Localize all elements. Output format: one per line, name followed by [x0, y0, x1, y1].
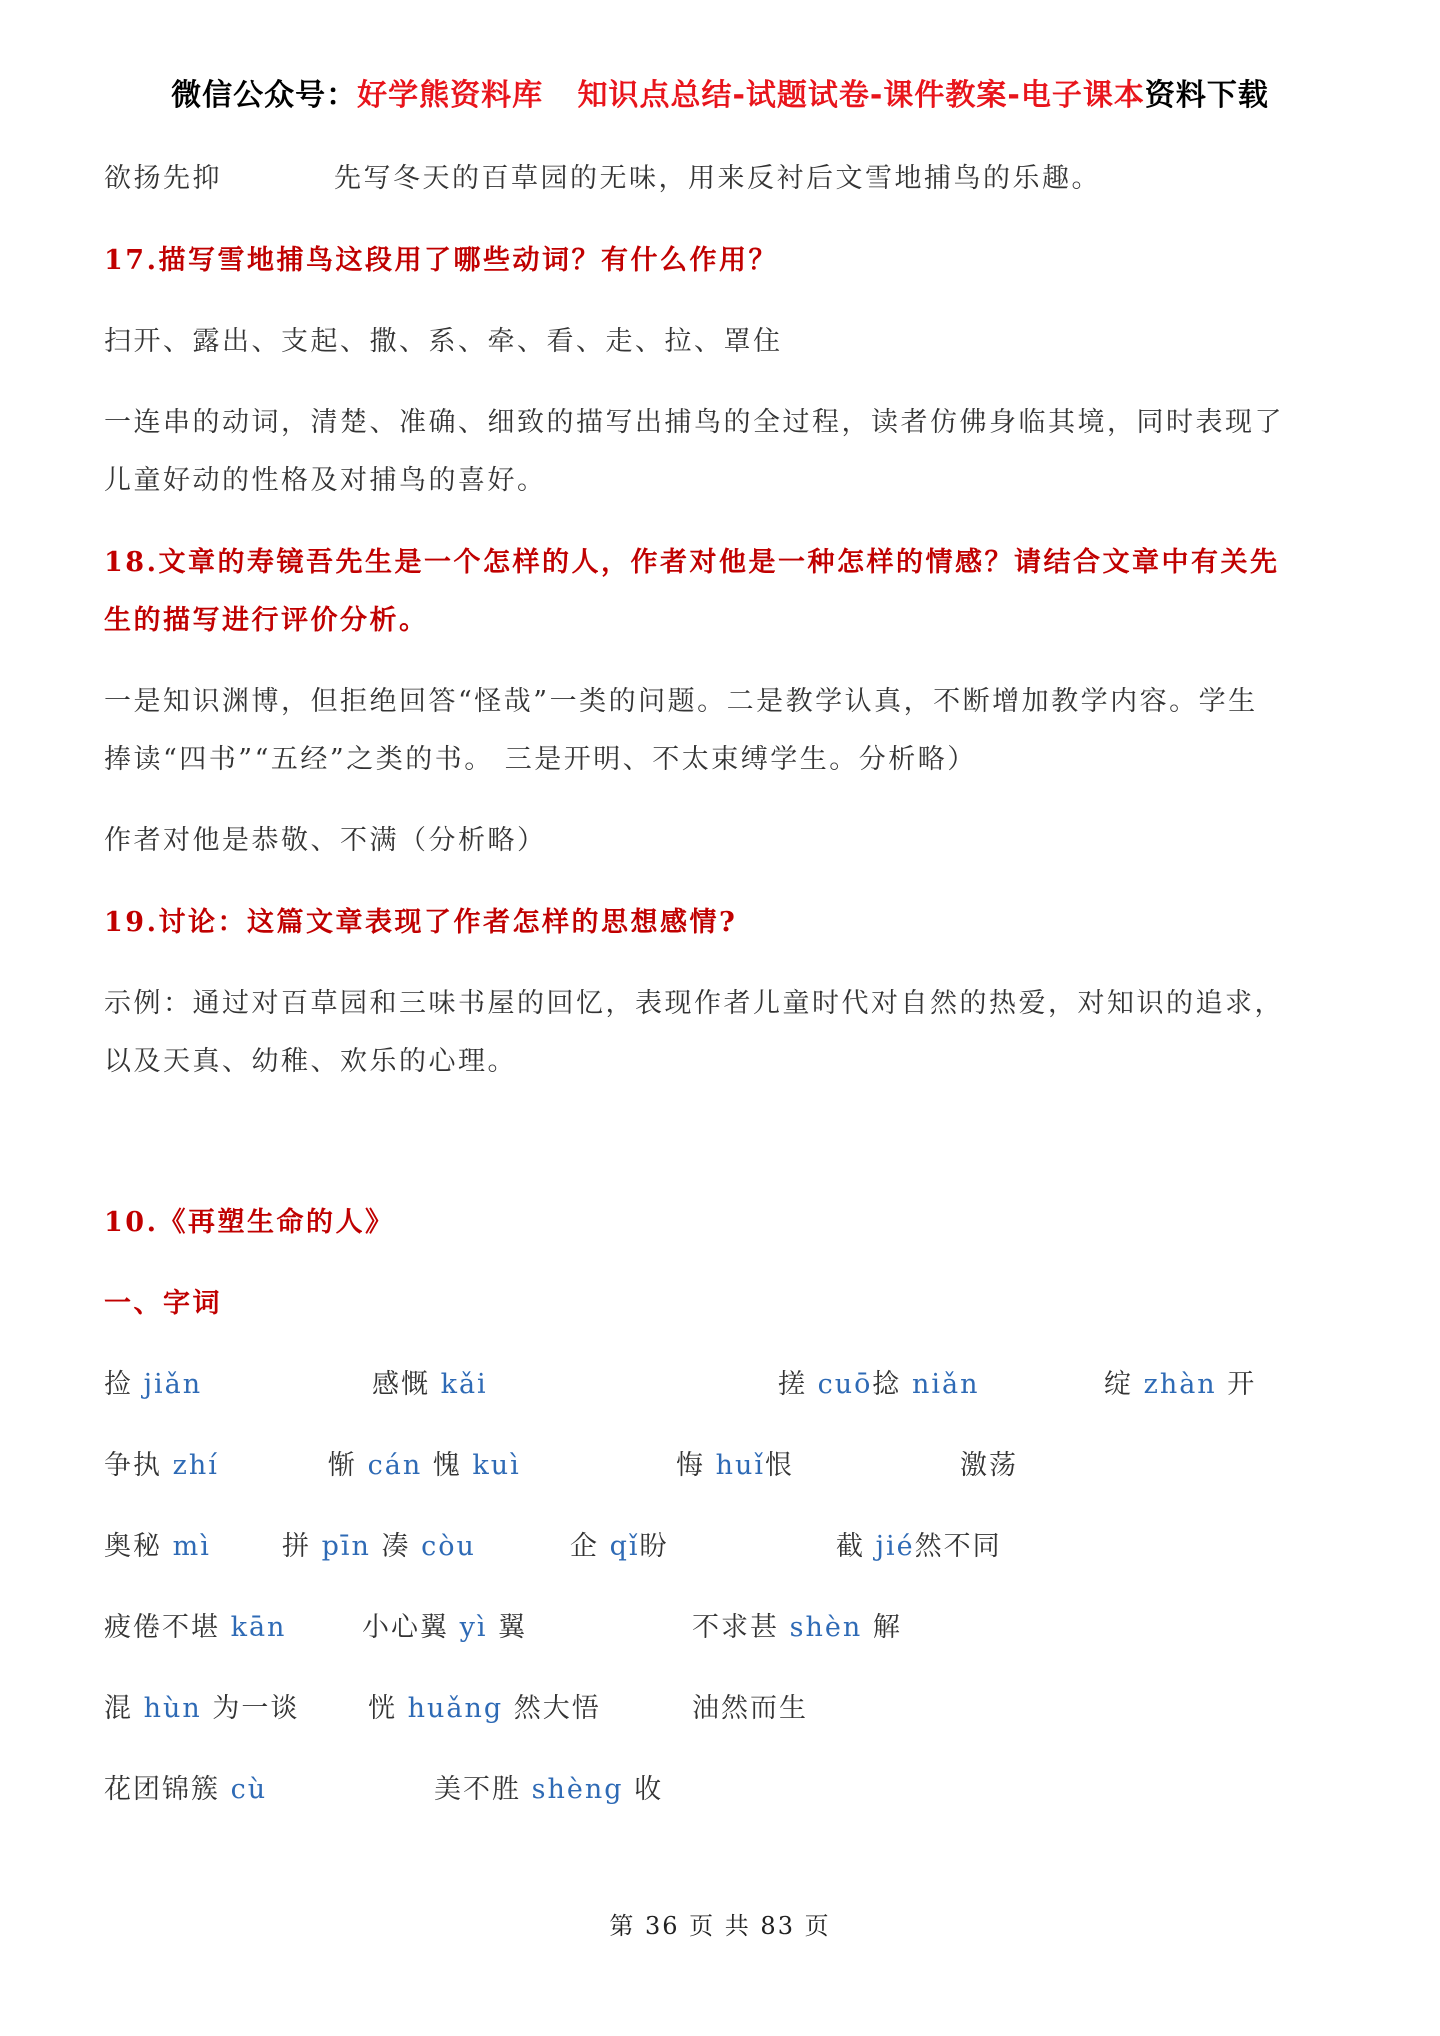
pinyin: kān	[230, 1612, 287, 1643]
vocab-item: 争执 zhí	[104, 1450, 219, 1481]
page-number: 第 36 页 共 83 页	[609, 1912, 831, 1940]
pinyin: kǎi	[440, 1369, 488, 1400]
pinyin: zhí	[172, 1450, 219, 1481]
pinyin: cuō	[817, 1369, 873, 1400]
vocab-item: 小心翼 yì 翼	[362, 1612, 528, 1643]
answer-19-line-1: 示例：通过对百草园和三味书屋的回忆，表现作者儿童时代对自然的热爱，对知识的追求，	[104, 988, 1284, 1019]
technique-explanation: 先写冬天的百草园的无味，用来反衬后文雪地捕鸟的乐趣。	[334, 163, 1101, 194]
pinyin: yì	[459, 1612, 488, 1643]
vocab-item: 奥秘 mì	[104, 1531, 211, 1562]
pinyin: shèn	[789, 1612, 863, 1643]
pinyin: qǐ	[609, 1531, 640, 1562]
pinyin: cán	[367, 1450, 423, 1481]
pinyin: shèng	[531, 1774, 624, 1805]
vocab-item: 捡 jiǎn	[104, 1369, 203, 1400]
pinyin: kuì	[472, 1450, 521, 1481]
vocab-item: 企 qǐ盼	[570, 1531, 669, 1562]
pinyin: jié	[875, 1531, 915, 1562]
pinyin: huǐ	[715, 1450, 766, 1481]
question-18-line-2: 生的描写进行评价分析。	[104, 605, 429, 636]
answer-18-line-2: 捧读“四书”“五经”之类的书。 三是开明、不太束缚学生。分析略）	[104, 744, 977, 775]
vocab-item: 恍 huǎng 然大悟	[368, 1693, 601, 1724]
vocab-item: 疲倦不堪 kān	[104, 1612, 287, 1643]
page-header-banner	[0, 70, 1440, 114]
pinyin: jiǎn	[143, 1369, 203, 1400]
header-brand: 好学熊资料库	[357, 78, 544, 113]
vocab-item: 惭 cán 愧 kuì	[328, 1450, 521, 1481]
pinyin: còu	[421, 1531, 476, 1562]
vocab-item: 搓 cuō捻 niǎn	[778, 1369, 980, 1400]
vocab-item: 感慨 kǎi	[372, 1369, 488, 1400]
question-17: 17.描写雪地捕鸟这段用了哪些动词？有什么作用？	[104, 245, 778, 276]
answer-17-line-1: 一连串的动词，清楚、准确、细致的描写出捕鸟的全过程，读者仿佛身临其境，同时表现了	[104, 407, 1284, 438]
answer-17-verbs: 扫开、露出、支起、撒、系、牵、看、走、拉、罩住	[104, 326, 783, 357]
pinyin: pīn	[321, 1531, 371, 1562]
vocab-item: 截 jié然不同	[836, 1531, 1002, 1562]
pinyin: zhàn	[1143, 1369, 1217, 1400]
vocab-item: 拼 pīn 凑 còu	[282, 1531, 476, 1562]
vocab-item: 悔 huǐ恨	[676, 1450, 795, 1481]
question-19: 19.讨论：这篇文章表现了作者怎样的思想感情?	[104, 907, 738, 938]
pinyin: niǎn	[911, 1369, 980, 1400]
header-tagline: 知识点总结-试题试卷-课件教案-电子课本	[577, 78, 1145, 113]
section-title: 一、字词	[104, 1288, 222, 1319]
vocab-item: 花团锦簇 cù	[104, 1774, 268, 1805]
vocab-item: 油然而生	[692, 1693, 808, 1724]
vocab-item: 激荡	[960, 1450, 1018, 1481]
pinyin: hùn	[143, 1693, 202, 1724]
answer-17-line-2: 儿童好动的性格及对捕鸟的喜好。	[104, 465, 547, 496]
vocab-item: 混 hùn 为一谈	[104, 1693, 300, 1724]
vocab-item: 绽 zhàn 开	[1104, 1369, 1257, 1400]
pinyin: huǎng	[407, 1693, 504, 1724]
answer-18-line-1: 一是知识渊博，但拒绝回答“怪哉”一类的问题。二是教学认真，不断增加教学内容。学生	[104, 686, 1258, 717]
lesson-title: 10.《再塑生命的人》	[104, 1207, 395, 1238]
header-suffix: 资料下载	[1144, 78, 1269, 113]
answer-19-line-2: 以及天真、幼稚、欢乐的心理。	[104, 1046, 517, 1077]
header-prefix: 微信公众号：	[171, 78, 358, 113]
answer-18-line-3: 作者对他是恭敬、不满（分析略）	[104, 825, 547, 856]
pinyin: cù	[230, 1774, 268, 1805]
pinyin: mì	[172, 1531, 211, 1562]
text-line	[104, 150, 1344, 208]
vocab-item: 不求甚 shèn 解	[692, 1612, 902, 1643]
technique-term: 欲扬先抑	[104, 163, 222, 194]
question-18-line-1: 18.文章的寿镜吾先生是一个怎样的人，作者对他是一种怎样的情感？请结合文章中有关先	[104, 547, 1280, 578]
vocab-item: 美不胜 shèng 收	[434, 1774, 664, 1805]
